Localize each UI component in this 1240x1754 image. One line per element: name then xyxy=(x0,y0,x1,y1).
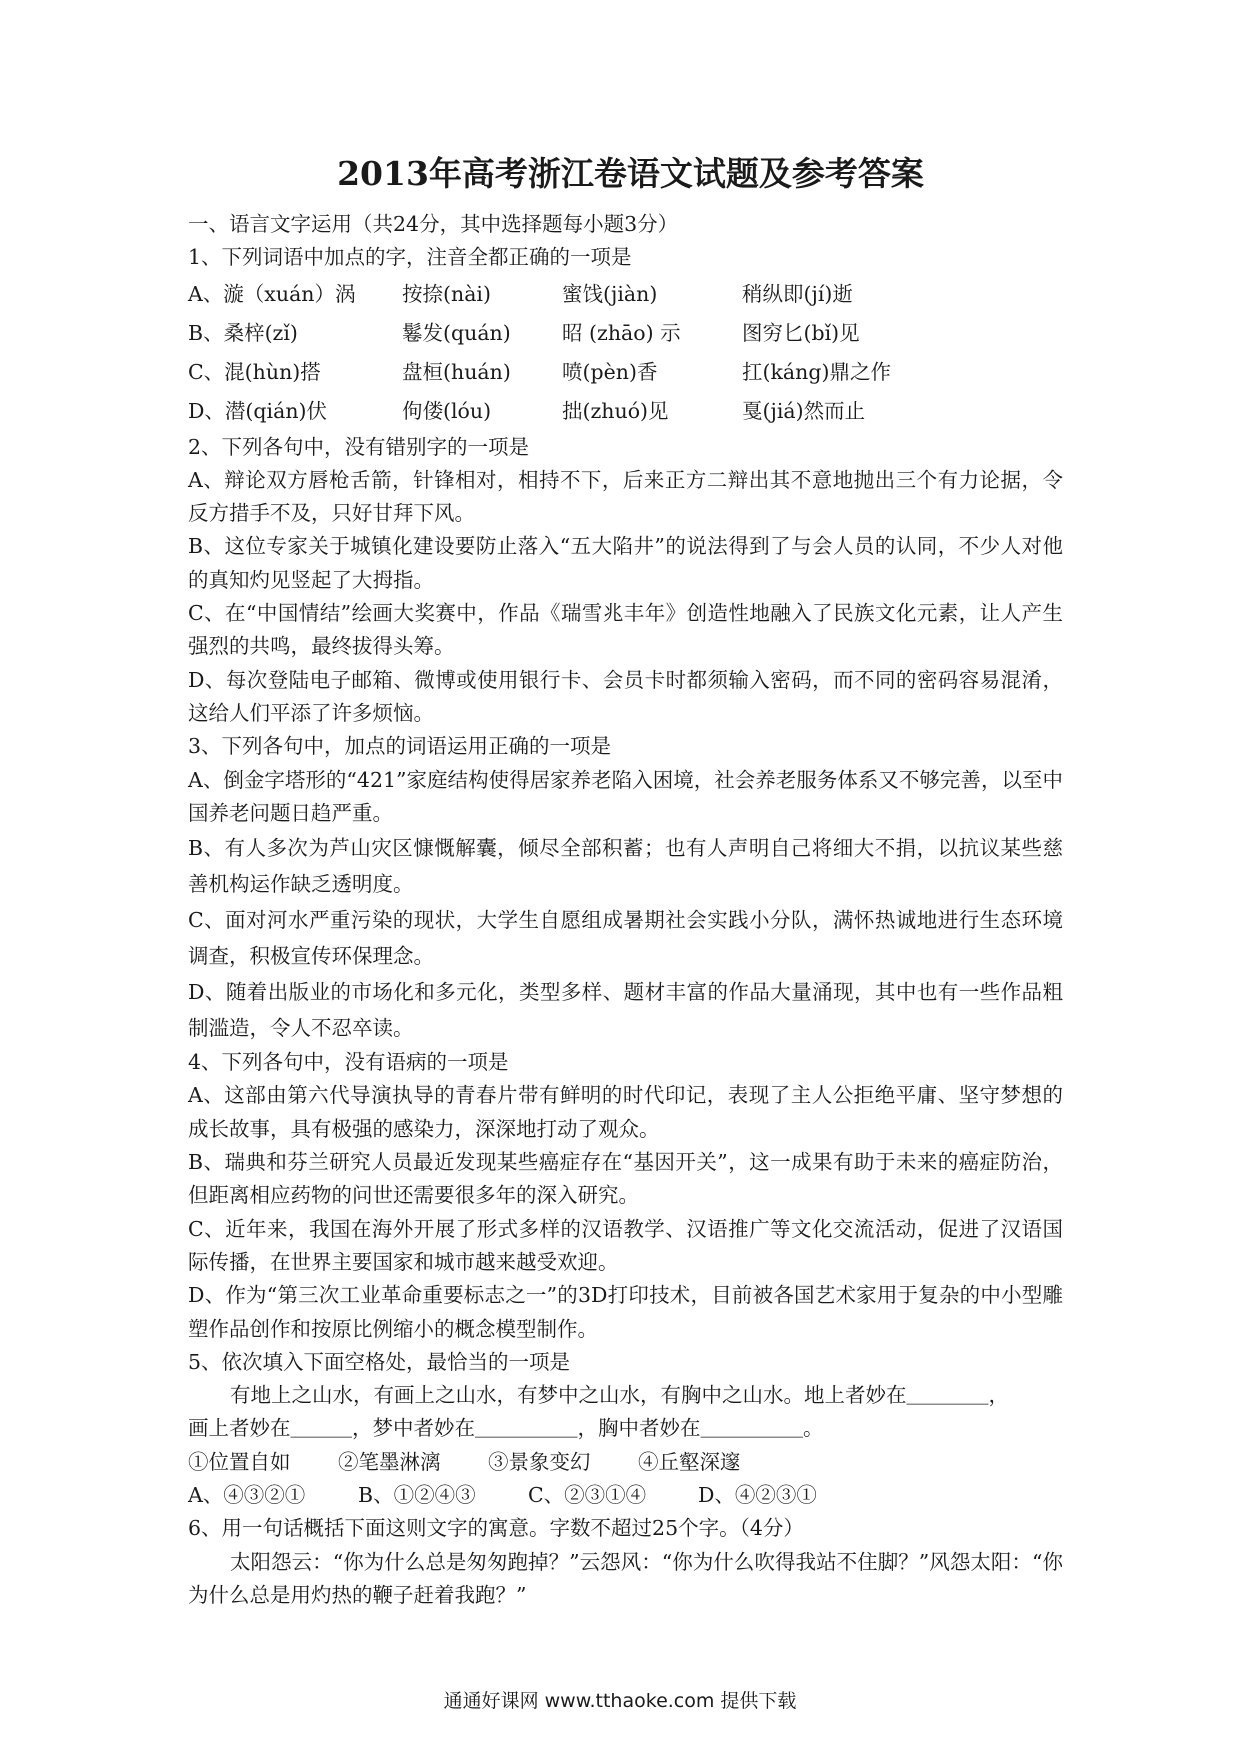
option-row xyxy=(188,314,1063,353)
page-footer: 通通好课网 www.tthaoke.com 提供下载 xyxy=(443,1690,797,1712)
answer-choice: D、④②③① xyxy=(698,1483,817,1508)
option-cell: 稍纵即(jí)逝 xyxy=(742,281,853,306)
document-page xyxy=(188,152,1063,1612)
option-cell: D、潜(qián)伏 xyxy=(188,398,328,423)
answer-choice: B、①②④③ xyxy=(358,1483,476,1508)
question-4-stem: 4、下列各句中，没有语病的一项是 xyxy=(188,1050,509,1075)
option-cell: 鬈发(quán) xyxy=(402,320,511,345)
section-heading: 一、语言文字运用（共24分，其中选择题每小题3分） xyxy=(188,212,679,236)
option-row xyxy=(188,392,1063,431)
question-4-option-b: B、瑞典和芬兰研究人员最近发现某些癌症存在“基因开关”，这一成果有助于未来的癌症防治，但距离相应药物的问世还需要很多年的深入研究。 xyxy=(188,1150,1063,1208)
option-cell: A、漩（xuán）涡 xyxy=(188,281,356,306)
question-1-stem: 1、下列词语中加点的字，注音全都正确的一项是 xyxy=(188,245,632,270)
question-6-passage: 太阳怨云：“你为什么总是匆匆跑掉？”云怨风：“你为什么吹得我站不住脚？”风怨太阳：“你为什么总是用灼热的鞭子赶着我跑？” xyxy=(188,1549,1063,1607)
item: ②笔墨淋漓 xyxy=(338,1449,441,1474)
question-5-passage-line-1: 有地上之山水，有画上之山水，有梦中之山水，有胸中之山水。地上者妙在＿＿＿＿， xyxy=(230,1383,1009,1408)
question-6-stem: 6、用一句话概括下面这则文字的寓意。字数不超过25个字。（4分） xyxy=(188,1516,804,1541)
option-row xyxy=(188,353,1063,392)
question-1-options xyxy=(188,275,1063,431)
option-cell: 扛(káng)鼎之作 xyxy=(742,359,891,384)
option-row xyxy=(188,275,1063,314)
option-cell: C、混(hùn)搭 xyxy=(188,359,321,384)
question-2-option-c: C、在“中国情结”绘画大奖赛中，作品《瑞雪兆丰年》创造性地融入了民族文化元素，让人产生强烈的共鸣，最终拔得头筹。 xyxy=(188,601,1063,659)
question-3-option-c: C、面对河水严重污染的现状，大学生自愿组成暑期社会实践小分队，满怀热诚地进行生态环境调查，积极宣传环保理念。 xyxy=(188,908,1063,969)
option-cell: 按捺(nài) xyxy=(402,281,491,306)
question-5-answers xyxy=(188,1479,1063,1512)
question-4-option-c: C、近年来，我国在海外开展了形式多样的汉语教学、汉语推广等文化交流活动，促进了汉语国际传播，在世界主要国家和城市越来越受欢迎。 xyxy=(188,1216,1063,1274)
option-cell: 喷(pèn)香 xyxy=(562,359,658,384)
question-2-option-a: A、辩论双方唇枪舌箭，针锋相对，相持不下，后来正方二辩出其不意地抛出三个有力论据，令反方措手不及，只好甘拜下风。 xyxy=(188,467,1063,526)
item: ④丘壑深邃 xyxy=(638,1449,741,1474)
option-cell: 图穷匕(bǐ)见 xyxy=(742,320,860,345)
question-2-option-d: D、每次登陆电子邮箱、微博或使用银行卡、会员卡时都须输入密码，而不同的密码容易混淆，这给人们平添了许多烦恼。 xyxy=(188,667,1063,725)
item: ①位置自如 xyxy=(188,1449,291,1474)
question-3-option-a: A、倒金字塔形的“421”家庭结构使得居家养老陷入困境，社会养老服务体系又不够完善，以至中国养老问题日趋严重。 xyxy=(188,767,1063,825)
item: ③景象变幻 xyxy=(488,1449,591,1474)
option-cell: 昭 (zhāo) 示 xyxy=(562,320,681,345)
option-cell: 戛(jiá)然而止 xyxy=(742,398,866,423)
answer-choice: A、④③②① xyxy=(188,1483,306,1508)
answer-choice: C、②③①④ xyxy=(528,1483,647,1508)
question-3-stem: 3、下列各句中，加点的词语运用正确的一项是 xyxy=(188,734,612,759)
question-5-passage-line-2: 画上者妙在＿＿＿，梦中者妙在＿＿＿＿＿，胸中者妙在＿＿＿＿＿。 xyxy=(188,1416,824,1441)
option-cell: B、桑梓(zǐ) xyxy=(188,320,298,345)
question-5-stem: 5、依次填入下面空格处，最恰当的一项是 xyxy=(188,1349,571,1374)
question-3-option-d: D、随着出版业的市场化和多元化，类型多样、题材丰富的作品大量涌现，其中也有一些作品粗制滥造，令人不忍卒读。 xyxy=(188,980,1063,1041)
option-cell: 盘桓(huán) xyxy=(402,359,511,384)
question-2-option-b: B、这位专家关于城镇化建设要防止落入“五大陷井”的说法得到了与会人员的认同，不少人对他的真知灼见竖起了大拇指。 xyxy=(188,534,1063,592)
question-4-option-a: A、这部由第六代导演执导的青春片带有鲜明的时代印记，表现了主人公拒绝平庸、坚守梦想的成长故事，具有极强的感染力，深深地打动了观众。 xyxy=(188,1083,1063,1141)
question-2-stem: 2、下列各句中，没有错别字的一项是 xyxy=(188,434,530,459)
question-3-option-b: B、有人多次为芦山灾区慷慨解囊，倾尽全部积蓄；也有人声明自己将细大不捐，以抗议某些慈善机构运作缺乏透明度。 xyxy=(188,836,1063,897)
option-cell: 蜜饯(jiàn) xyxy=(562,281,658,306)
question-5-items xyxy=(188,1446,1063,1479)
question-4-option-d: D、作为“第三次工业革命重要标志之一”的3D打印技术，目前被各国艺术家用于复杂的中小型雕塑作品创作和按原比例缩小的概念模型制作。 xyxy=(188,1283,1063,1341)
document-title: 2013年高考浙江卷语文试题及参考答案 xyxy=(337,154,924,193)
option-cell: 拙(zhuó)见 xyxy=(562,398,669,423)
option-cell: 佝偻(lóu) xyxy=(402,398,492,423)
